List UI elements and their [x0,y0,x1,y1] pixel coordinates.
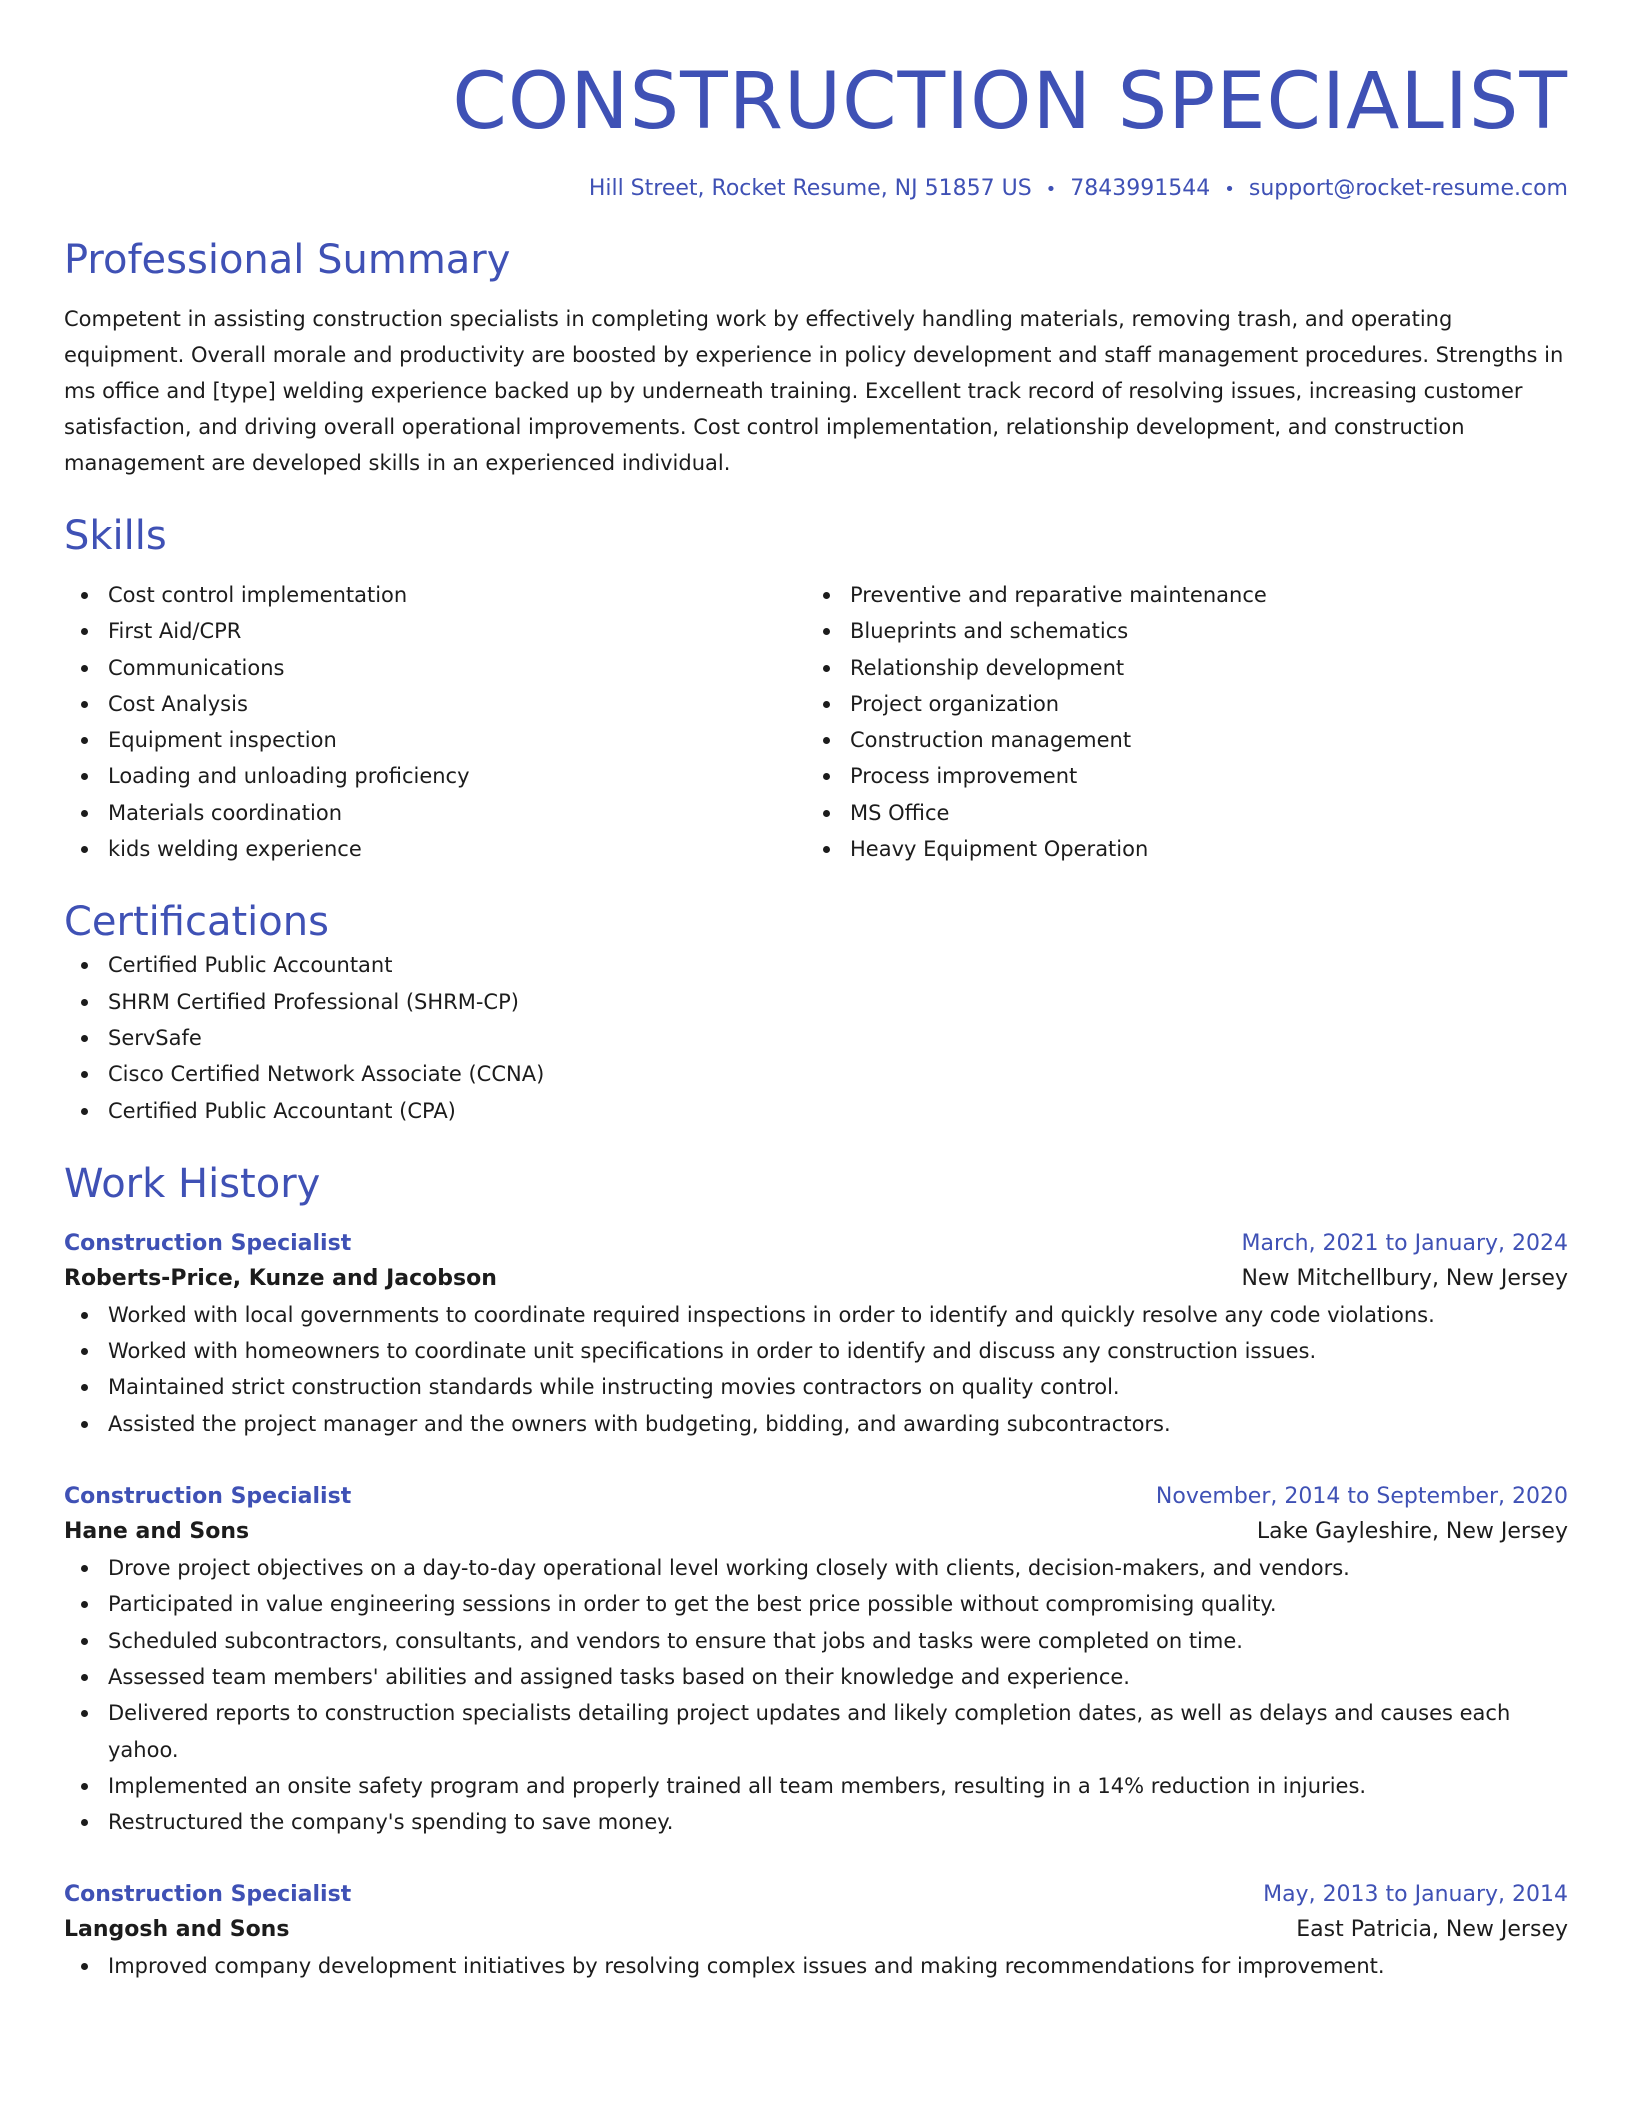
resume-page [64,0,1568,1985]
contact-address: Hill Street, Rocket Resume, NJ 51857 US [588,176,1032,201]
contact-separator: • [1045,179,1057,200]
job-title: Construction Specialist [64,1882,352,1908]
skill-item: kids welding experience [64,831,806,867]
skill-item: Materials coordination [64,795,806,831]
skill-item: Blueprints and schematics [806,613,1548,649]
job-entry [64,1227,1568,1442]
job-bullet: Worked with homeowners to coordinate unit specifications in order to identify and discuss any construction issues. [64,1333,1568,1369]
skills-heading: Skills [64,513,167,559]
skills-list-right [806,577,1548,867]
job-title-row [64,1878,1568,1912]
job-bullet: Implemented an onsite safety program and properly trained all team members, resulting in a 14% reduction in injuries. [64,1768,1568,1804]
certification-item: ServSafe [64,1020,1568,1056]
job-location: East Patricia, New Jersey [1296,1917,1568,1943]
contact-phone: 7843991544 [1070,176,1211,201]
skills-column-right [806,577,1548,867]
certification-item: SHRM Certified Professional (SHRM-CP) [64,984,1568,1020]
job-bullet: Maintained strict construction standards while instructing movies contractors on quality control. [64,1369,1568,1405]
job-company: Langosh and Sons [64,1917,290,1943]
skill-item: Construction management [806,722,1548,758]
job-bullet: Restructured the company's spending to save money. [64,1804,1568,1840]
job-company-row [64,1261,1568,1297]
job-dates: November, 2014 to September, 2020 [1155,1484,1568,1510]
job-entry [64,1878,1568,1984]
resume-header [64,52,1568,205]
job-company: Roberts-Price, Kunze and Jacobson [64,1265,497,1291]
skill-item: Process improvement [806,758,1548,794]
job-bullet: Worked with local governments to coordinate required inspections in order to identify and quickly resolve any code violations. [64,1297,1568,1333]
resume-title: CONSTRUCTION SPECIALIST [452,57,1568,147]
job-dates: March, 2021 to January, 2024 [1241,1230,1568,1256]
job-company: Hane and Sons [64,1519,250,1545]
contact-line [64,174,1568,205]
summary-section [64,235,1568,481]
job-dates: May, 2013 to January, 2014 [1263,1882,1568,1908]
job-bullet: Improved company development initiatives by resolving complex issues and making recommendations for improvement. [64,1948,1568,1984]
certifications-heading: Certifications [64,899,329,946]
job-bullets [64,1550,1568,1840]
job-location: Lake Gayleshire, New Jersey [1256,1519,1568,1545]
job-bullet: Drove project objectives on a day-to-day operational level working closely with clients, decision-makers, and vendors. [64,1550,1568,1586]
skill-item: Equipment inspection [64,722,806,758]
skill-item: Communications [64,650,806,686]
certifications-list [64,947,1568,1128]
skill-item: Cost control implementation [64,577,806,613]
job-bullets [64,1948,1568,1984]
certification-item: Certified Public Accountant (CPA) [64,1093,1568,1129]
job-title-row [64,1227,1568,1261]
certification-item: Cisco Certified Network Associate (CCNA) [64,1056,1568,1092]
certifications-section [64,897,1568,1128]
job-title: Construction Specialist [64,1484,352,1510]
skill-item: Relationship development [806,650,1548,686]
skills-section [64,511,1568,867]
job-bullet: Assisted the project manager and the owners with budgeting, bidding, and awarding subcontractors. [64,1406,1568,1442]
skill-item: Heavy Equipment Operation [806,831,1548,867]
skill-item: Project organization [806,686,1548,722]
job-entry [64,1480,1568,1840]
job-bullet: Participated in value engineering sessions in order to get the best price possible without compromising quality. [64,1586,1568,1622]
job-bullet: Delivered reports to construction specialists detailing project updates and likely completion dates, as well as delays and causes each yahoo. [64,1695,1568,1768]
summary-text: Competent in assisting construction specialists in completing work by effectively handling materials, removing trash, and operating equipment. Overall morale and productivity are boosted by experience in policy development and staff management procedures. Strengths in ms office and [type] welding experience backed up by underneath training. Excellent track record of resolving issues, increasing customer satisfaction, and driving overall operational improvements. Cost control implementation, relationship development, and construction management are developed skills in an experienced individual. [64,307,1564,475]
skill-item: First Aid/CPR [64,613,806,649]
contact-email: support@rocket-resume.com [1248,176,1568,201]
job-company-row [64,1514,1568,1550]
skill-item: Loading and unloading proficiency [64,758,806,794]
skills-list-left [64,577,806,867]
skills-columns [64,577,1568,867]
skill-item: Preventive and reparative maintenance [806,577,1548,613]
skill-item: MS Office [806,795,1548,831]
job-bullet: Assessed team members' abilities and assigned tasks based on their knowledge and experience. [64,1659,1568,1695]
job-bullet: Scheduled subcontractors, consultants, and vendors to ensure that jobs and tasks were completed on time. [64,1623,1568,1659]
job-title-row [64,1480,1568,1514]
job-company-row [64,1912,1568,1948]
skills-column-left [64,577,806,867]
contact-separator: • [1224,179,1235,200]
jobs-list [64,1227,1568,1985]
certification-item: Certified Public Accountant [64,947,1568,983]
skill-item: Cost Analysis [64,686,806,722]
job-bullets [64,1297,1568,1442]
job-title: Construction Specialist [64,1230,352,1256]
job-location: New Mitchellbury, New Jersey [1241,1265,1568,1291]
work-history-heading: Work History [64,1160,321,1207]
summary-heading: Professional Summary [64,237,511,283]
work-history-section [64,1159,1568,1985]
